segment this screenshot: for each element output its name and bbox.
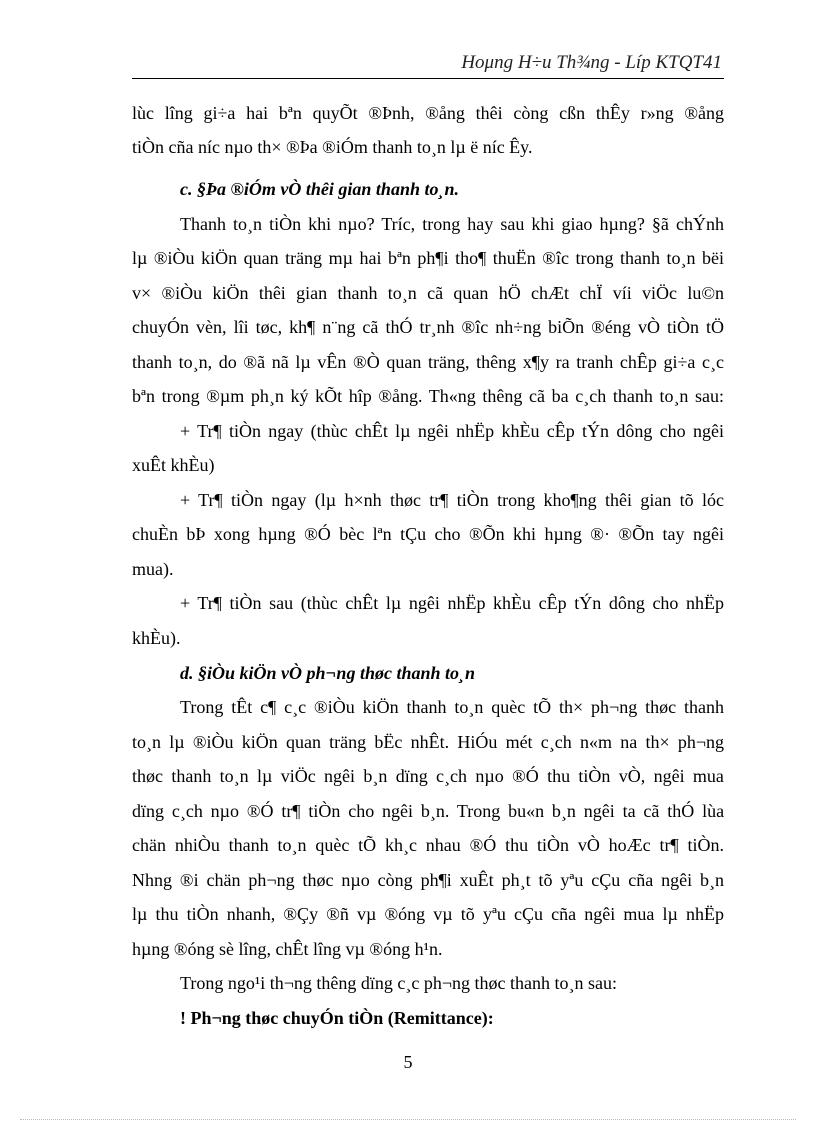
body-line: lµ thu tiÒn nhanh, ®Çy ®ñ vµ ®óng vµ tõ yªu cÇu cña ngêi mua lµ nhËp bbox=[132, 904, 725, 924]
body-line: lµ ®iÒu kiÖn quan träng mµ hai bªn ph¶i tho¶ thuËn ®îc trong thanh to¸n bëi bbox=[132, 248, 724, 268]
list-item: + Tr¶ tiÒn sau (thùc chÊt lµ ngêi nhËp khÈu cÊp tÝn dông cho nhËp bbox=[180, 593, 725, 613]
list-item-continuation: xuÊt khÈu) bbox=[132, 455, 215, 475]
section-heading-d: d. §iÒu kiÖn vÒ ph¬ng thøc thanh to¸n bbox=[180, 663, 475, 683]
body-line: Thanh to¸n tiÒn khi nµo? Tríc, trong hay sau khi giao hµng? §ã chÝnh bbox=[180, 214, 724, 234]
list-item: + Tr¶ tiÒn ngay (thùc chÊt lµ ngêi nhËp khÈu cÊp tÝn dông cho ngêi bbox=[180, 421, 724, 441]
body-line: tiÒn cña níc nµo th× ®Þa ®iÓm thanh to¸n lµ ë níc Êy. bbox=[132, 137, 533, 157]
body-line: lùc lîng gi÷a hai bªn quyÕt ®Þnh, ®ång thêi còng cßn thÊy r»ng ®ång bbox=[132, 103, 725, 123]
list-item: + Tr¶ tiÒn ngay (lµ h×nh thøc tr¶ tiÒn trong kho¶ng thêi gian tõ lóc bbox=[180, 490, 725, 510]
body-line: Trong ngo¹i th¬ng thêng dïng c¸c ph¬ng thøc thanh to¸n sau: bbox=[180, 973, 617, 993]
page-number: 5 bbox=[403, 1052, 413, 1072]
body-line: v× ®iÒu kiÖn thêi gian thanh to¸n cã quan hÖ chÆt chÏ víi viÖc lu©n bbox=[132, 283, 725, 303]
body-line: thanh to¸n, do ®ã nã lµ vÊn ®Ò quan träng, thêng x¶y ra tranh chÊp gi÷a c¸c bbox=[132, 352, 724, 372]
body-line: thøc thanh to¸n lµ viÖc ngêi b¸n dïng c¸ch nµo ®Ó thu tiÒn vÒ, ngêi mua bbox=[132, 766, 724, 786]
body-line: chän nhiÒu thanh to¸n quèc tÕ kh¸c nhau ®Ó thu tiÒn vÒ hoÆc tr¶ tiÒn. bbox=[132, 835, 724, 855]
header-author-class: Hoμng H÷u Th¾ng - Líp KTQT41 bbox=[461, 52, 722, 73]
body-line: to¸n lµ ®iÒu kiÖn quan träng bËc nhÊt. HiÓu mét c¸ch n«m na th× ph¬ng bbox=[132, 732, 724, 752]
body-line: dïng c¸ch nµo ®Ó tr¶ tiÒn cho ngêi b¸n. Trong bu«n b¸n ngêi ta cã thÓ lùa bbox=[132, 801, 725, 821]
running-header bbox=[132, 48, 724, 79]
body-line: bªn trong ®µm ph¸n ký kÕt hîp ®ång. Th«ng thêng cã ba c¸ch thanh to¸n sau: bbox=[132, 386, 725, 406]
list-item-continuation: chuÈn bÞ xong hµng ®Ó bèc lªn tÇu cho ®Õn khi hµng ®· ®Õn tay ngêi bbox=[132, 524, 724, 544]
body-line: Trong tÊt c¶ c¸c ®iÒu kiÖn thanh to¸n quèc tÕ th× ph¬ng thøc thanh bbox=[180, 697, 724, 717]
list-item-continuation: mua). bbox=[132, 559, 174, 579]
list-item-continuation: khÈu). bbox=[132, 628, 181, 648]
section-heading-c: c. §Þa ®iÓm vÒ thêi gian thanh to¸n. bbox=[180, 179, 459, 199]
body-line: chuyÓn vèn, lîi tøc, kh¶ n¨ng cã thÓ tr¸nh ®îc nh÷ng biÕn ®éng vÒ tiÒn tÖ bbox=[132, 317, 725, 337]
method-heading: ! Ph¬ng thøc chuyÓn tiÒn (Remittance): bbox=[180, 1008, 494, 1028]
page-bottom-rule bbox=[20, 1119, 796, 1120]
body-line: Nhng ®i chän ph¬ng thøc nµo còng ph¶i xuÊt ph¸t tõ yªu cÇu cña ngêi b¸n bbox=[132, 870, 725, 890]
body-line: hµng ®óng sè lîng, chÊt lîng vµ ®óng h¹n. bbox=[132, 939, 443, 959]
